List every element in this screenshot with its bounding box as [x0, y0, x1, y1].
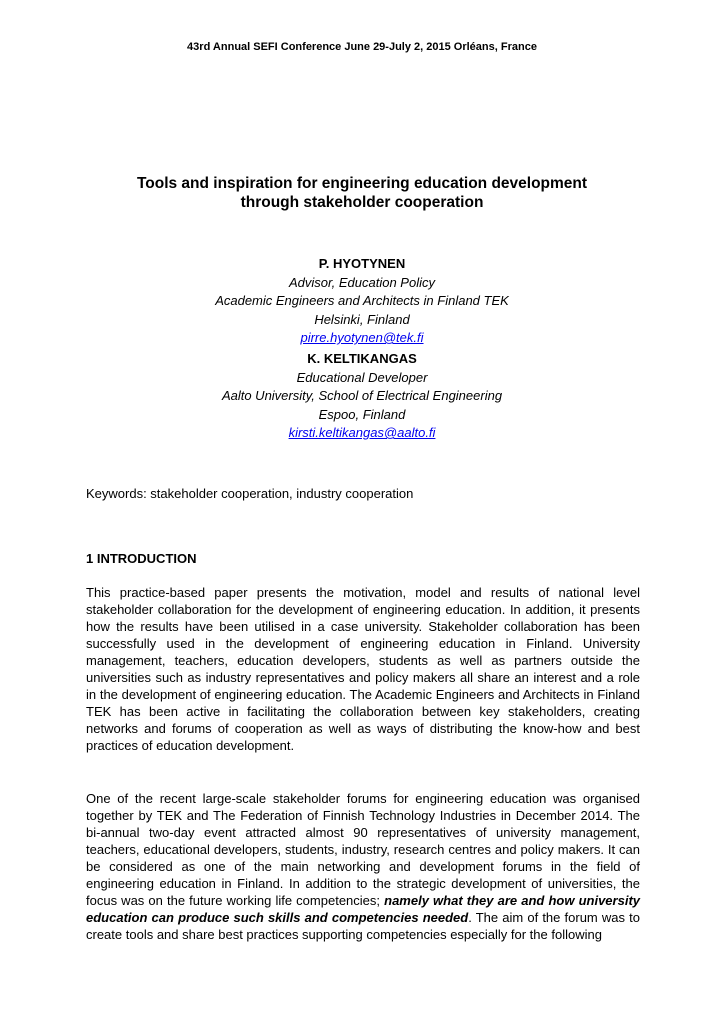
- keywords: Keywords: stakeholder cooperation, industry cooperation: [86, 486, 414, 501]
- body-paragraph-2: [86, 790, 640, 943]
- author-block-2: [60, 350, 664, 443]
- author-email-link[interactable]: pirre.hyotynen@tek.fi: [300, 330, 424, 345]
- author-name: P. HYOTYNEN: [318, 256, 406, 271]
- running-header: 43rd Annual SEFI Conference June 29-July 2, 2015 Orléans, France: [187, 41, 537, 53]
- author-role: Educational Developer: [296, 369, 428, 385]
- title-line-2: through stakeholder cooperation: [240, 194, 484, 211]
- author-location: Helsinki, Finland: [314, 311, 410, 327]
- author-organization: Academic Engineers and Architects in Finland TEK: [215, 293, 509, 308]
- author-email-link[interactable]: kirsti.keltikangas@aalto.fi: [288, 425, 436, 440]
- emphasized-text: namely what they are and how university education can produce such skills and competencies needed: [86, 893, 640, 926]
- author-name: K. KELTIKANGAS: [307, 351, 417, 366]
- author-block-1: [60, 255, 664, 348]
- paragraph-text: . The aim of the forum was to create tools and share best practices supporting competencies especially for the following: [86, 910, 640, 943]
- paper-title: [60, 174, 664, 212]
- author-role: Advisor, Education Policy: [289, 274, 435, 290]
- section-heading: 1 INTRODUCTION: [86, 551, 197, 566]
- author-location: Espoo, Finland: [318, 406, 406, 422]
- author-organization: Aalto University, School of Electrical Engineering: [221, 388, 503, 403]
- paragraph-text: One of the recent large-scale stakeholder forums for engineering education was organised together by TEK and The Federation of Finnish Technology Industries in December 2014. The bi-annual two-day event attracted almost 90 representatives of university management, teachers, educational developers, students, industry, research centres and policy makers. It can be considered as one of the main networking and development forums in the field of engineering education in Finland. In addition to the strategic development of universities, the focus was on the future working life competencies;: [86, 791, 640, 909]
- title-line-1: Tools and inspiration for engineering education development: [136, 175, 588, 192]
- body-paragraph-1: This practice-based paper presents the motivation, model and results of national level stakeholder collaboration for the development of engineering education. In addition, it presents how the results have been utilised in a case university. Stakeholder collaboration has been successfully used in the development of engineering education in Finland. University management, teachers, education developers, students as well as partners outside the universities such as industry representatives and policy makers all share an interest and a role in the development of engineering education. The Academic Engineers and Architects in Finland TEK has been active in facilitating the collaboration between key stakeholders, creating networks and forums of cooperation as well as ways of distributing the know-how and best practices of education development.: [86, 585, 640, 754]
